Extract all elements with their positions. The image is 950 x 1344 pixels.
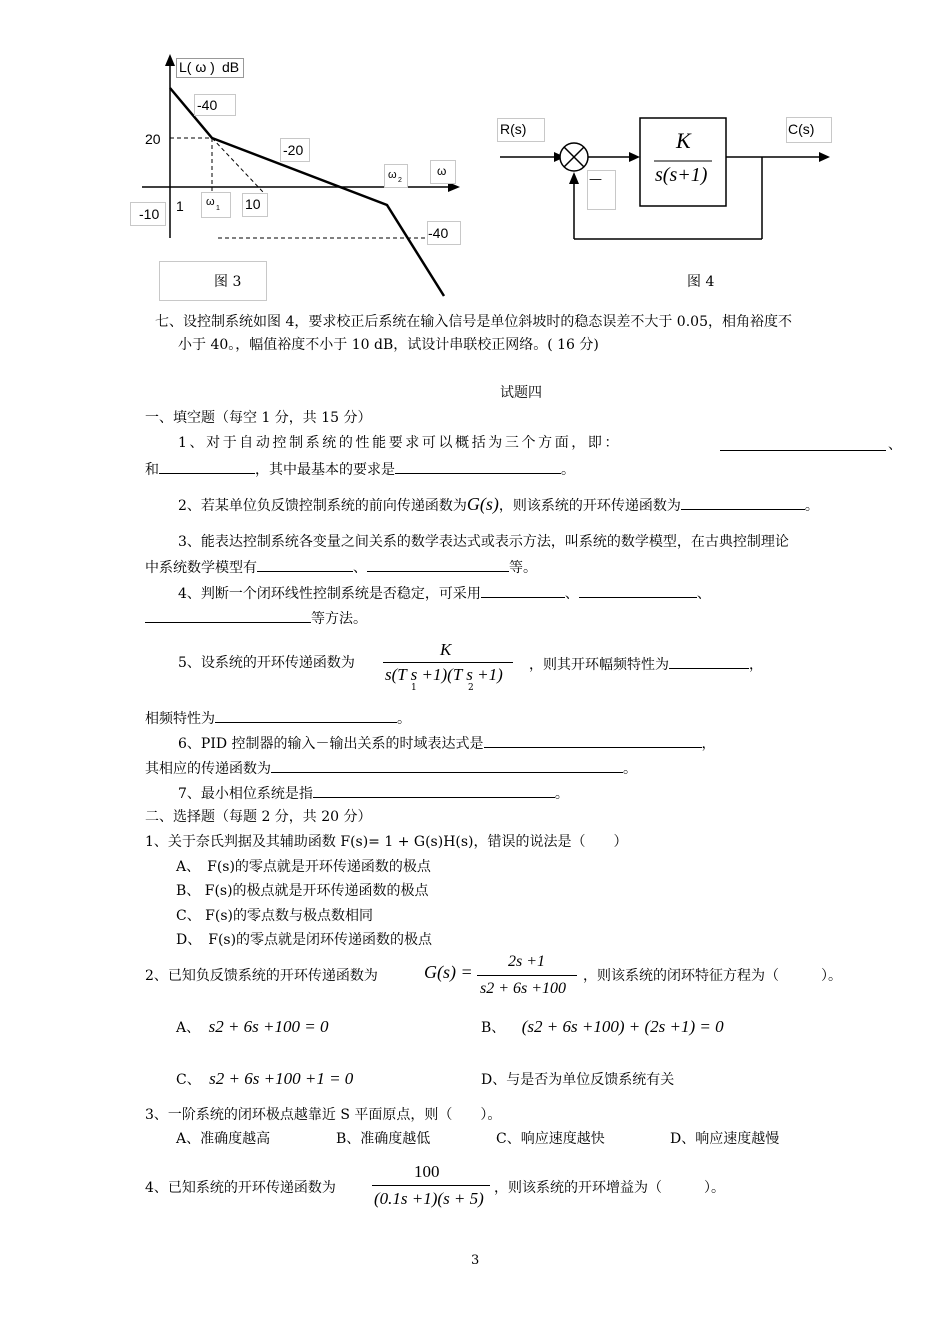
figure-4-caption: 图 4 bbox=[687, 274, 715, 290]
p1-q7: 7、最小相位系统是指 。 bbox=[178, 783, 569, 803]
figure-3-caption-box bbox=[159, 261, 267, 301]
p1-q3-line-b: 中系统数学模型有 、 等。 bbox=[145, 557, 537, 577]
slope-3-label: -40 bbox=[428, 225, 449, 241]
section-title: 试题四 bbox=[500, 385, 542, 401]
p1-q1-blank-2[interactable] bbox=[159, 459, 255, 474]
p1-q6-line-a: 6、PID 控制器的输入－输出关系的时域表达式是 ， bbox=[178, 733, 716, 753]
p1-q5-sub-2: 2 bbox=[468, 683, 474, 693]
p1-q5: 5、设系统的开环传递函数为 bbox=[178, 655, 355, 671]
p2-q2-lhs: G(s) = bbox=[424, 962, 473, 982]
p2-q2-option-d[interactable]: D、与是否为单位反馈系统有关 bbox=[481, 1072, 675, 1088]
p1-q6-blank-2[interactable] bbox=[271, 758, 623, 773]
guide-slope-40 bbox=[212, 138, 263, 192]
p1-q2: 2、若某单位负反馈控制系统的前向传递函数为G(s)，则该系统的开环传递函数为 。 bbox=[178, 494, 819, 514]
p2-q3-option-c[interactable]: C、响应速度越快 bbox=[496, 1131, 605, 1147]
p1-q4-blank-1[interactable] bbox=[481, 583, 565, 598]
p2-q2-fraction-bar bbox=[477, 975, 577, 976]
p1-q3-blank-1[interactable] bbox=[257, 557, 353, 572]
p1-q1-line-b: 和 ，其中最基本的要求是 。 bbox=[145, 459, 575, 479]
p2-q1-option-d[interactable]: D、 F(s)的零点就是闭环传递函数的极点 bbox=[176, 932, 433, 948]
x-axis-label: ω bbox=[437, 164, 447, 178]
p2-q2-option-b[interactable]: B、 (s2 + 6s +100) + (2s +1) = 0 bbox=[481, 1017, 724, 1036]
p2-q3: 3、一阶系统的闭环极点越靠近 S 平面原点，则（ ）。 bbox=[145, 1107, 502, 1123]
p1-q3-blank-2[interactable] bbox=[367, 557, 509, 572]
p1-q1-blank-3[interactable] bbox=[395, 459, 561, 474]
p2-q3-option-a[interactable]: A、准确度越高 bbox=[176, 1131, 271, 1147]
feedback-arrow bbox=[569, 172, 579, 184]
slope-1-label: -40 bbox=[197, 97, 218, 113]
p2-q4-numerator: 100 bbox=[414, 1162, 440, 1181]
slope-2-label: -20 bbox=[283, 142, 304, 158]
p1-q5-numerator: K bbox=[440, 640, 452, 659]
p2-q2-option-c[interactable]: C、 s2 + 6s +100 +1 = 0 bbox=[176, 1069, 354, 1088]
p1-q1-blank-1[interactable] bbox=[720, 436, 886, 451]
p2-q1-option-b[interactable]: B、 F(s)的极点就是开环传递函数的极点 bbox=[176, 883, 429, 899]
p1-q5-post: ，则其开环幅频特性为 ， bbox=[529, 654, 763, 674]
p2-q3-option-d[interactable]: D、响应速度越慢 bbox=[670, 1131, 780, 1147]
p1-q5-fraction-bar bbox=[383, 662, 513, 663]
p2-q4-post: ，则该系统的开环增益为（ ）。 bbox=[494, 1180, 725, 1196]
p1-q2-blank[interactable] bbox=[681, 495, 805, 510]
w1-label: ω bbox=[206, 196, 215, 208]
p2-q4-denominator: (0.1s +1)(s + 5) bbox=[374, 1189, 484, 1208]
p1-q5-blank-1[interactable] bbox=[669, 654, 749, 669]
part1-heading: 一、填空题（每空 1 分，共 15 分） bbox=[145, 410, 372, 426]
p2-q2-post: ，则该系统的闭环特征方程为（ ）。 bbox=[583, 968, 842, 984]
p1-q6-line-b: 其相应的传递函数为 。 bbox=[145, 758, 637, 778]
p1-q4-line-a: 4、判断一个闭环线性控制系统是否稳定，可采用 、 、 bbox=[178, 583, 711, 603]
p2-q4-pre: 4、已知系统的开环传递函数为 bbox=[145, 1180, 336, 1196]
w2-subscript: 2 bbox=[398, 177, 402, 184]
p2-q2-denominator: s2 + 6s +100 bbox=[480, 980, 567, 997]
p2-q2-numerator: 2s +1 bbox=[508, 953, 546, 970]
plant-numerator: K bbox=[676, 128, 691, 153]
p2-q2-pre: 2、已知负反馈系统的开环传递函数为 bbox=[145, 968, 378, 984]
page-number: 3 bbox=[471, 1253, 480, 1268]
p2-q2-option-a[interactable]: A、 s2 + 6s +100 = 0 bbox=[176, 1017, 329, 1036]
p1-q7-blank[interactable] bbox=[313, 783, 555, 798]
p1-q1-line-a-end: 、 bbox=[888, 437, 902, 453]
p1-q5-line-b: 相频特性为 。 bbox=[145, 708, 411, 728]
p2-q1-option-c[interactable]: C、 F(s)的零点数与极点数相同 bbox=[176, 908, 373, 924]
p1-q1-line-a: 1、对于自动控制系统的性能要求可以概括为三个方面，即： bbox=[178, 435, 622, 451]
level-20-label: 20 bbox=[145, 131, 161, 147]
y-axis-label: L( ω ) bbox=[179, 59, 215, 75]
p1-q3-line-a: 3、能表达控制系统各变量之间关系的数学表达式或表示方法，叫系统的数学模型，在古典控制理论 bbox=[178, 534, 789, 550]
output-arrow bbox=[819, 152, 830, 162]
input-label: R(s) bbox=[500, 121, 527, 137]
part2-heading: 二、选择题（每题 2 分，共 20 分） bbox=[145, 809, 372, 825]
w1-subscript: 1 bbox=[216, 205, 220, 212]
p1-q5-sub-1: 1 bbox=[411, 683, 417, 693]
p1-q5-denominator: s(T s +1)(T s +1) bbox=[385, 665, 503, 684]
p1-q4-blank-2[interactable] bbox=[579, 583, 697, 598]
output-label: C(s) bbox=[788, 121, 815, 137]
plant-denominator: s(s+1) bbox=[655, 164, 708, 186]
p1-q6-blank-1[interactable] bbox=[484, 733, 702, 748]
w2-label: ω bbox=[388, 169, 397, 181]
p1-q4-line-b: 等方法。 bbox=[145, 608, 367, 628]
figure-3-caption: 图 3 bbox=[214, 274, 242, 290]
y-axis-arrow bbox=[165, 54, 175, 66]
p2-q4-fraction-bar bbox=[372, 1185, 490, 1186]
y-axis-unit: dB bbox=[222, 59, 240, 75]
p1-q4-blank-3[interactable] bbox=[145, 608, 311, 623]
tick-1-label: 1 bbox=[176, 198, 184, 214]
level-neg10-label: -10 bbox=[139, 206, 160, 222]
q7-line-1: 七、设控制系统如图 4，要求校正后系统在输入信号是单位斜坡时的稳态误差不大于 0.05，相角裕度不 bbox=[155, 314, 792, 330]
q7-line-2: 小于 40。，幅值裕度不小于 10 dB，试设计串联校正网络。( 16 分) bbox=[178, 337, 599, 353]
p2-q1: 1、关于奈氏判据及其辅助函数 F(s)= 1 + G(s)H(s)，错误的说法是（ ） bbox=[145, 834, 628, 850]
p1-q5-blank-2[interactable] bbox=[215, 708, 397, 723]
minus-sign: — bbox=[589, 172, 602, 187]
p2-q1-option-a[interactable]: A、 F(s)的零点就是开环传递函数的极点 bbox=[176, 859, 431, 875]
forward-arrow bbox=[629, 152, 640, 162]
tick-10-label: 10 bbox=[245, 196, 261, 212]
p2-q3-option-b[interactable]: B、准确度越低 bbox=[336, 1131, 431, 1147]
